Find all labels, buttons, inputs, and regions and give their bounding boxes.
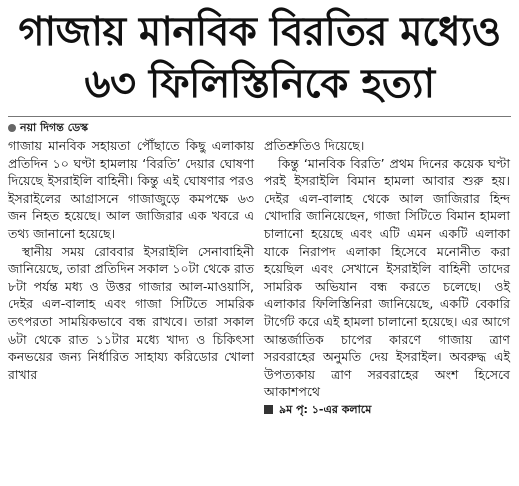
paragraph: গাজায় মানবিক সহায়তা পৌঁছাতে কিছু এলাকায় প্রতিদিন ১০ ঘণ্টা হামলায় ‘বিরতি’ দেয়ার ঘোষণা দিয়েছে ইসরাইলি বাহিনী। কিন্তু এই ঘোষণার পরও ইসরাইলের আগ্রাসনে গাজাজুড়ে কমপক্ষে ৬৩ জন নিহত হয়েছে। আল জাজিরার এক খবরে এ তথ্য জানানো হয়েছে। [8, 138, 254, 241]
continuation-row [264, 401, 510, 419]
headline-line-2: ৬৩ ফিলিস্তিনিকে হত্যা [84, 61, 435, 107]
byline: নয়া দিগন্ত ডেস্ক [20, 120, 89, 134]
paragraph: কিন্তু ‘মানবিক বিরতি’ প্রথম দিনের কয়েক ঘণ্টা পরই ইসরাইলি বিমান হামলা আবার শুরু হয়। দেইর এল-বালাহ থেকে আল জাজিরার হিন্দ খোদারি জানিয়েছেন, গাজা সিটিতে বিমান হামলা চালানো হয়েছে এবং এটি এমন একটি এলাকা যাকে নিরাপদ এলাকা হিসেবে মনোনীত করা হয়েছিল এবং সেখানে ইসরাইলি বাহিনী তাদের সামরিক অভিযান বন্ধ করতে চলেছে। ওই এলাকার ফিলিস্তিনিরা জানিয়েছে, একটি বেকারি টার্গেট করে এই হামলা চালানো হয়েছে। এর আগে আন্তর্জাতিক চাপের কারণে গাজায় ত্রাণ সরবরাহের অনুমতি দেয় ইসরাইল। অবরুদ্ধ এই উপত্যকায় ত্রাণ সরবরাহের অংশ হিসেবে আকাশপথে [264, 155, 510, 400]
headline-line-1: গাজায় মানবিক বিরতির মধ্যেও [18, 9, 501, 55]
square-marker-icon [264, 405, 273, 414]
article-body [8, 137, 511, 419]
bullet-icon [8, 124, 16, 132]
byline-row [8, 121, 511, 135]
column-2 [264, 137, 510, 419]
paragraph: স্থানীয় সময় রোববার ইসরাইলি সেনাবাহিনী জানিয়েছে, তারা প্রতিদিন সকাল ১০টা থেকে রাত ৮টা পর্যন্ত মধ্য ও উত্তর গাজার আল-মাওয়াসি, দেইর এল-বালাহ এবং গাজা সিটিতে সামরিক তৎপরতা সাময়িকভাবে বন্ধ রাখবে। তারা সকাল ৬টা থেকে রাত ১১টার মধ্যে খাদ্য ও চিকিৎসা কনভয়ের জন্য নির্ধারিত সাহায্য করিডোর খোলা রাখার [8, 243, 254, 382]
column-1 [8, 137, 254, 419]
paragraph: প্রতিশ্রুতিও দিয়েছে। [264, 138, 365, 153]
divider [8, 116, 511, 117]
headline [8, 6, 511, 110]
continuation-note: ৯ম পৃ: ১-এর কলামে [279, 402, 372, 416]
